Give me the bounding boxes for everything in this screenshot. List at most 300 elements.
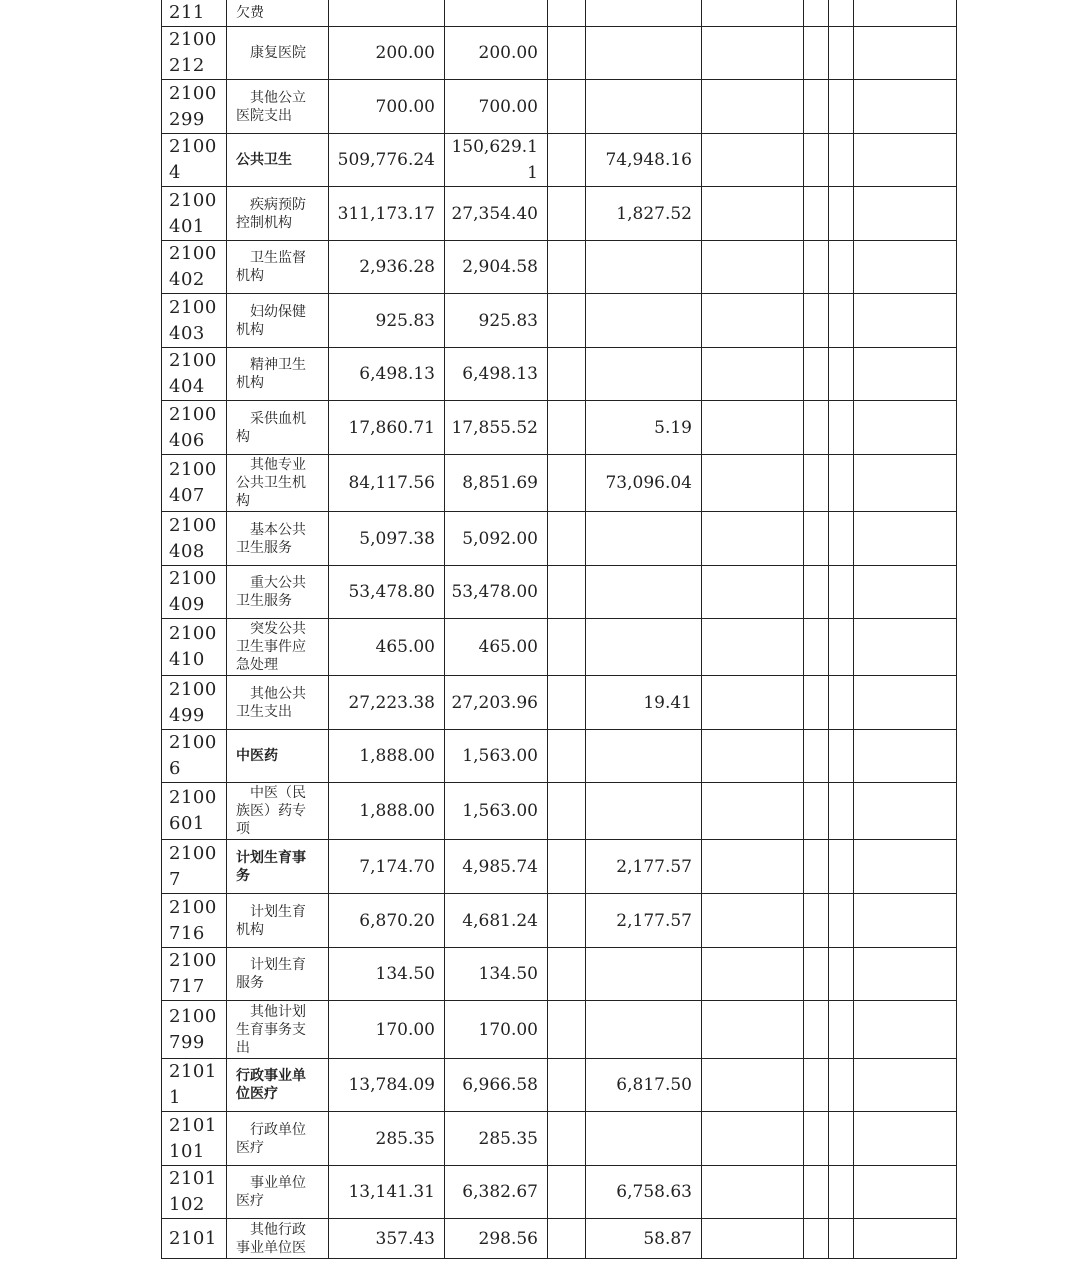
subject-code-cell: [162, 512, 227, 566]
amount-cell-c5: [702, 894, 804, 948]
amount-cell-c6: [804, 840, 829, 894]
amount-cell-c2: 4,681.24: [445, 894, 548, 948]
amount-cell-c4: [586, 1001, 702, 1059]
subject-name-line: 行政事业单: [236, 1068, 306, 1084]
amount-cell-c5: [702, 1112, 804, 1166]
amount-cell-c7: [829, 134, 854, 187]
subject-code-part: 408: [169, 540, 205, 562]
subject-code-part: 299: [169, 108, 205, 130]
amount-cell-total: 285.35: [329, 1112, 445, 1166]
subject-code-cell: [162, 1112, 227, 1166]
subject-name-line: 采供血机: [250, 410, 306, 427]
amount-cell-c6: [804, 948, 829, 1001]
amount-cell-c4: [586, 241, 702, 294]
amount-cell-c3: [548, 1219, 586, 1259]
amount-cell-c7: [829, 948, 854, 1001]
amount-cell-total: 6,498.13: [329, 348, 445, 401]
amount-cell-c4: 58.87: [586, 1219, 702, 1259]
subject-code-cell: [162, 27, 227, 80]
amount-cell-c7: [829, 0, 854, 27]
subject-name-line: 生育事务支: [236, 1021, 306, 1038]
subject-name-cell: [227, 27, 329, 80]
subject-name-line: 欠费: [236, 5, 264, 21]
subject-name-line: 重大公共: [250, 575, 306, 591]
amount-cell-total: 170.00: [329, 1001, 445, 1059]
subject-code-part: 2100: [169, 514, 217, 536]
amount-cell-total: 1,888.00: [329, 730, 445, 783]
subject-code-part: 2101: [169, 1061, 217, 1082]
subject-code-part: 2100: [169, 950, 217, 971]
subject-name-cell: [227, 348, 329, 401]
amount-cell-c8: [854, 512, 957, 566]
subject-name-line: 计划生育: [250, 957, 306, 973]
amount-cell-c7: [829, 840, 854, 894]
amount-cell-c5: [702, 80, 804, 134]
amount-cell-c2: 1,563.00: [445, 783, 548, 840]
amount-cell-c3: [548, 566, 586, 619]
amount-cell-total: 311,173.17: [329, 187, 445, 241]
amount-cell-c4: [586, 783, 702, 840]
amount-cell-c7: [829, 455, 854, 512]
amount-cell-c7: [829, 80, 854, 134]
table-row: [162, 1219, 957, 1259]
amount-cell-c2: 134.50: [445, 948, 548, 1001]
amount-cell-total: 7,174.70: [329, 840, 445, 894]
table-row: [162, 783, 957, 840]
amount-cell-c3: [548, 1166, 586, 1219]
subject-code-part: 2100: [169, 787, 217, 808]
amount-cell-c6: [804, 1219, 829, 1259]
subject-code-part: 2100: [169, 568, 217, 589]
subject-name-line: 公共卫生: [236, 152, 292, 168]
amount-cell-total: 200.00: [329, 27, 445, 80]
amount-cell-c3: [548, 241, 586, 294]
subject-code-cell: [162, 619, 227, 676]
amount-cell-c6: [804, 512, 829, 566]
amount-cell-c7: [829, 1059, 854, 1112]
amount-cell-c4: 6,817.50: [586, 1059, 702, 1112]
subject-name-cell: [227, 894, 329, 948]
amount-cell-c6: [804, 1112, 829, 1166]
amount-cell-c8: [854, 455, 957, 512]
amount-cell-c5: [702, 134, 804, 187]
subject-code-part: 2100: [169, 623, 217, 644]
amount-cell-c6: [804, 348, 829, 401]
table-row: [162, 1001, 957, 1059]
subject-code-cell: [162, 1059, 227, 1112]
subject-code-cell: [162, 0, 227, 27]
amount-cell-c6: [804, 0, 829, 27]
amount-cell-c4: 1,827.52: [586, 187, 702, 241]
table-row: [162, 512, 957, 566]
amount-cell-total: 1,888.00: [329, 783, 445, 840]
amount-cell-c3: [548, 894, 586, 948]
subject-code-part: 404: [169, 376, 205, 397]
subject-name-cell: [227, 840, 329, 894]
amount-cell-c6: [804, 566, 829, 619]
subject-name-line: 其他专业: [250, 457, 306, 473]
budget-table-page: [161, 0, 956, 1258]
amount-cell-total: 53,478.80: [329, 566, 445, 619]
amount-cell-total: 925.83: [329, 294, 445, 348]
amount-cell-c6: [804, 401, 829, 455]
amount-cell-c6: [804, 676, 829, 730]
subject-name-line: 其他公共: [250, 685, 306, 702]
subject-name-cell: [227, 1059, 329, 1112]
amount-cell-c8: [854, 894, 957, 948]
amount-cell-c3: [548, 80, 586, 134]
subject-name-cell: [227, 676, 329, 730]
subject-code-part: 2101: [169, 1227, 217, 1249]
amount-cell-c7: [829, 187, 854, 241]
subject-code-part: 2100: [169, 243, 217, 264]
subject-name-line: 突发公共: [250, 621, 306, 637]
table-row: [162, 401, 957, 455]
amount-cell-total: 134.50: [329, 948, 445, 1001]
amount-cell-c5: [702, 27, 804, 80]
amount-cell-c4: [586, 1112, 702, 1166]
amount-cell-c8: [854, 401, 957, 455]
amount-cell-c6: [804, 455, 829, 512]
subject-name-cell: [227, 783, 329, 840]
subject-name-line: 事业单位医: [236, 1239, 306, 1256]
amount-cell-c3: [548, 730, 586, 783]
amount-cell-c6: [804, 1059, 829, 1112]
subject-name-cell: [227, 1001, 329, 1059]
amount-cell-c7: [829, 676, 854, 730]
amount-cell-c5: [702, 1219, 804, 1259]
amount-cell-c2: 700.00: [445, 80, 548, 134]
amount-cell-c4: 73,096.04: [586, 455, 702, 512]
subject-name-line: 出: [236, 1039, 250, 1056]
amount-cell-c5: [702, 241, 804, 294]
subject-name-line: 医院支出: [236, 107, 292, 124]
subject-name-line: 行政单位: [250, 1121, 306, 1138]
amount-line: 1: [527, 163, 538, 183]
table-row: [162, 0, 957, 27]
amount-cell-c2: 53,478.00: [445, 566, 548, 619]
subject-name-line: 其他公立: [250, 89, 306, 106]
subject-code-part: 402: [169, 269, 205, 290]
amount-cell-c6: [804, 783, 829, 840]
amount-cell-c5: [702, 1001, 804, 1059]
subject-code-cell: [162, 1001, 227, 1059]
subject-name-line: 构: [236, 428, 250, 445]
amount-cell-c6: [804, 134, 829, 187]
subject-code-cell: [162, 455, 227, 512]
subject-name-line: 医疗: [236, 1139, 264, 1156]
amount-cell-total: 6,870.20: [329, 894, 445, 948]
amount-cell-c4: [586, 27, 702, 80]
amount-cell-c2: 285.35: [445, 1112, 548, 1166]
amount-cell-c3: [548, 0, 586, 27]
amount-cell-c7: [829, 27, 854, 80]
subject-code-cell: [162, 948, 227, 1001]
amount-cell-c4: [586, 512, 702, 566]
amount-cell-c2: 17,855.52: [445, 401, 548, 455]
amount-cell-c8: [854, 348, 957, 401]
subject-code-part: 717: [169, 976, 205, 997]
amount-cell-c4: 2,177.57: [586, 840, 702, 894]
amount-cell-total: 5,097.38: [329, 512, 445, 566]
subject-code-part: 2100: [169, 350, 217, 371]
amount-cell-c3: [548, 134, 586, 187]
subject-code-part: 2100: [169, 189, 217, 211]
subject-name-line: 机构: [236, 268, 264, 284]
subject-name-cell: [227, 187, 329, 241]
subject-name-cell: [227, 1219, 329, 1259]
amount-cell-c7: [829, 1112, 854, 1166]
amount-cell-c7: [829, 619, 854, 676]
subject-name-line: 医疗: [236, 1193, 264, 1209]
subject-code-part: 403: [169, 322, 205, 344]
amount-cell-c5: [702, 348, 804, 401]
amount-cell-c6: [804, 1166, 829, 1219]
amount-cell-c4: 2,177.57: [586, 894, 702, 948]
subject-code-cell: [162, 676, 227, 730]
amount-cell-c8: [854, 0, 957, 27]
amount-cell-c6: [804, 27, 829, 80]
subject-code-part: 401: [169, 215, 205, 237]
amount-cell-total: 465.00: [329, 619, 445, 676]
amount-cell-c2: 4,985.74: [445, 840, 548, 894]
amount-cell-c5: [702, 0, 804, 27]
amount-cell-c7: [829, 1001, 854, 1059]
amount-cell-c8: [854, 730, 957, 783]
amount-cell-c6: [804, 80, 829, 134]
table-row: [162, 1112, 957, 1166]
subject-code-cell: [162, 80, 227, 134]
subject-name-line: 机构: [236, 321, 264, 338]
amount-cell-c8: [854, 676, 957, 730]
subject-name-cell: [227, 0, 329, 27]
amount-cell-c8: [854, 134, 957, 187]
amount-cell-c7: [829, 1219, 854, 1259]
amount-cell-c2: 298.56: [445, 1219, 548, 1259]
amount-cell-c8: [854, 1001, 957, 1059]
amount-cell-c2: 27,354.40: [445, 187, 548, 241]
amount-cell-c4: [586, 80, 702, 134]
amount-cell-c8: [854, 783, 957, 840]
amount-cell-c4: [586, 566, 702, 619]
amount-cell-c5: [702, 294, 804, 348]
subject-code-cell: [162, 1219, 227, 1259]
amount-cell-c2: 465.00: [445, 619, 548, 676]
subject-name-line: 机构: [236, 921, 264, 938]
amount-cell-c5: [702, 783, 804, 840]
subject-code-cell: [162, 241, 227, 294]
amount-cell-c3: [548, 1059, 586, 1112]
amount-cell-c3: [548, 676, 586, 730]
table-row: [162, 294, 957, 348]
subject-name-line: 卫生监督: [250, 250, 306, 266]
amount-cell-c8: [854, 241, 957, 294]
subject-name-line: 公共卫生机: [236, 475, 306, 491]
subject-code-part: 407: [169, 485, 205, 506]
subject-code-cell: [162, 894, 227, 948]
subject-name-line: 事业单位: [250, 1175, 306, 1191]
subject-name-cell: [227, 512, 329, 566]
amount-cell-c5: [702, 1166, 804, 1219]
amount-cell-c5: [702, 455, 804, 512]
subject-code-cell: [162, 401, 227, 455]
subject-code-part: 102: [169, 1194, 205, 1215]
amount-cell-c6: [804, 730, 829, 783]
amount-cell-c5: [702, 401, 804, 455]
subject-name-cell: [227, 619, 329, 676]
amount-cell-total: 509,776.24: [329, 134, 445, 187]
table-row: [162, 348, 957, 401]
amount-cell-c2: 8,851.69: [445, 455, 548, 512]
amount-cell-c5: [702, 676, 804, 730]
amount-cell-c8: [854, 948, 957, 1001]
subject-code-part: 2100: [169, 82, 217, 104]
subject-name-line: 务: [236, 867, 250, 884]
table-row: [162, 134, 957, 187]
amount-cell-c3: [548, 948, 586, 1001]
amount-cell-c4: [586, 948, 702, 1001]
subject-name-line: 计划生育: [250, 903, 306, 920]
subject-name-cell: [227, 1112, 329, 1166]
amount-cell-c4: [586, 0, 702, 27]
amount-cell-c2: 5,092.00: [445, 512, 548, 566]
amount-cell-c3: [548, 512, 586, 566]
amount-cell-c5: [702, 566, 804, 619]
subject-code-part: 799: [169, 1031, 205, 1053]
subject-name-cell: [227, 134, 329, 187]
subject-name-line: 服务: [236, 975, 264, 991]
amount-cell-c6: [804, 894, 829, 948]
amount-cell-c7: [829, 512, 854, 566]
subject-name-line: 项: [236, 821, 250, 837]
amount-cell-total: 13,141.31: [329, 1166, 445, 1219]
amount-cell-total: 13,784.09: [329, 1059, 445, 1112]
subject-code-part: 211: [169, 2, 205, 23]
subject-name-line: 位医疗: [236, 1086, 278, 1102]
amount-cell-c7: [829, 783, 854, 840]
amount-cell-c8: [854, 619, 957, 676]
table-row: [162, 840, 957, 894]
amount-cell-c3: [548, 27, 586, 80]
subject-code-part: 4: [169, 162, 181, 183]
amount-cell-c6: [804, 619, 829, 676]
subject-code-part: 101: [169, 1140, 205, 1162]
amount-cell-c6: [804, 241, 829, 294]
subject-code-part: 2100: [169, 732, 217, 753]
table-row: [162, 241, 957, 294]
amount-cell-c2: 6,382.67: [445, 1166, 548, 1219]
amount-cell-c3: [548, 619, 586, 676]
subject-code-part: 2100: [169, 29, 217, 50]
subject-code-cell: [162, 294, 227, 348]
subject-code-part: 6: [169, 758, 181, 779]
amount-cell-c8: [854, 187, 957, 241]
subject-name-cell: [227, 80, 329, 134]
subject-code-part: 212: [169, 55, 205, 76]
amount-cell-c6: [804, 187, 829, 241]
amount-cell-c6: [804, 1001, 829, 1059]
table-row: [162, 1166, 957, 1219]
subject-name-cell: [227, 294, 329, 348]
subject-code-cell: [162, 730, 227, 783]
amount-cell-c3: [548, 294, 586, 348]
amount-cell-c4: 6,758.63: [586, 1166, 702, 1219]
amount-cell-c5: [702, 187, 804, 241]
amount-cell-c2: 6,498.13: [445, 348, 548, 401]
subject-name-line: 卫生服务: [236, 539, 292, 556]
subject-code-part: 2100: [169, 403, 217, 425]
table-row: [162, 948, 957, 1001]
subject-name-cell: [227, 455, 329, 512]
subject-name-cell: [227, 401, 329, 455]
subject-code-cell: [162, 348, 227, 401]
subject-code-part: 499: [169, 704, 205, 726]
amount-cell-c8: [854, 840, 957, 894]
subject-name-cell: [227, 241, 329, 294]
amount-cell-c5: [702, 730, 804, 783]
amount-cell-c7: [829, 1166, 854, 1219]
amount-cell-c2: 6,966.58: [445, 1059, 548, 1112]
subject-name-cell: [227, 566, 329, 619]
subject-code-cell: [162, 134, 227, 187]
subject-code-cell: [162, 1166, 227, 1219]
subject-name-line: 机构: [236, 375, 264, 391]
amount-cell-c8: [854, 294, 957, 348]
subject-code-part: 2100: [169, 678, 217, 700]
amount-cell-c6: [804, 294, 829, 348]
amount-cell-c7: [829, 401, 854, 455]
subject-name-line: 构: [236, 493, 250, 509]
subject-name-line: 基本公共: [250, 521, 306, 538]
subject-name-line: 其他计划: [250, 1003, 306, 1020]
subject-name-line: 康复医院: [250, 45, 306, 61]
subject-name-cell: [227, 948, 329, 1001]
amount-cell-c8: [854, 566, 957, 619]
amount-cell-c5: [702, 619, 804, 676]
amount-cell-c2: 170.00: [445, 1001, 548, 1059]
amount-cell-total: 2,936.28: [329, 241, 445, 294]
subject-code-cell: [162, 566, 227, 619]
amount-cell-c8: [854, 1219, 957, 1259]
amount-cell-c4: 5.19: [586, 401, 702, 455]
subject-code-part: 406: [169, 429, 205, 451]
table-row: [162, 27, 957, 80]
subject-name-line: 妇幼保健: [250, 303, 306, 320]
amount-cell-c2: 1,563.00: [445, 730, 548, 783]
subject-name-line: 其他行政: [250, 1221, 306, 1238]
subject-code-part: 2101: [169, 1168, 217, 1189]
amount-cell-c2: 2,904.58: [445, 241, 548, 294]
amount-cell-total: 357.43: [329, 1219, 445, 1259]
subject-code-cell: [162, 840, 227, 894]
amount-cell-c8: [854, 1112, 957, 1166]
amount-cell-c3: [548, 455, 586, 512]
subject-code-cell: [162, 783, 227, 840]
subject-code-part: 2100: [169, 1005, 217, 1027]
subject-name-cell: [227, 730, 329, 783]
subject-code-part: 2100: [169, 842, 217, 864]
table-row: [162, 187, 957, 241]
amount-cell-c3: [548, 840, 586, 894]
amount-cell-c5: [702, 948, 804, 1001]
amount-cell-c3: [548, 1112, 586, 1166]
table-row: [162, 566, 957, 619]
amount-cell-c2: [445, 134, 548, 187]
table-row: [162, 80, 957, 134]
subject-code-part: 409: [169, 594, 205, 615]
subject-name-line: 计划生育事: [236, 849, 306, 866]
amount-cell-total: 27,223.38: [329, 676, 445, 730]
